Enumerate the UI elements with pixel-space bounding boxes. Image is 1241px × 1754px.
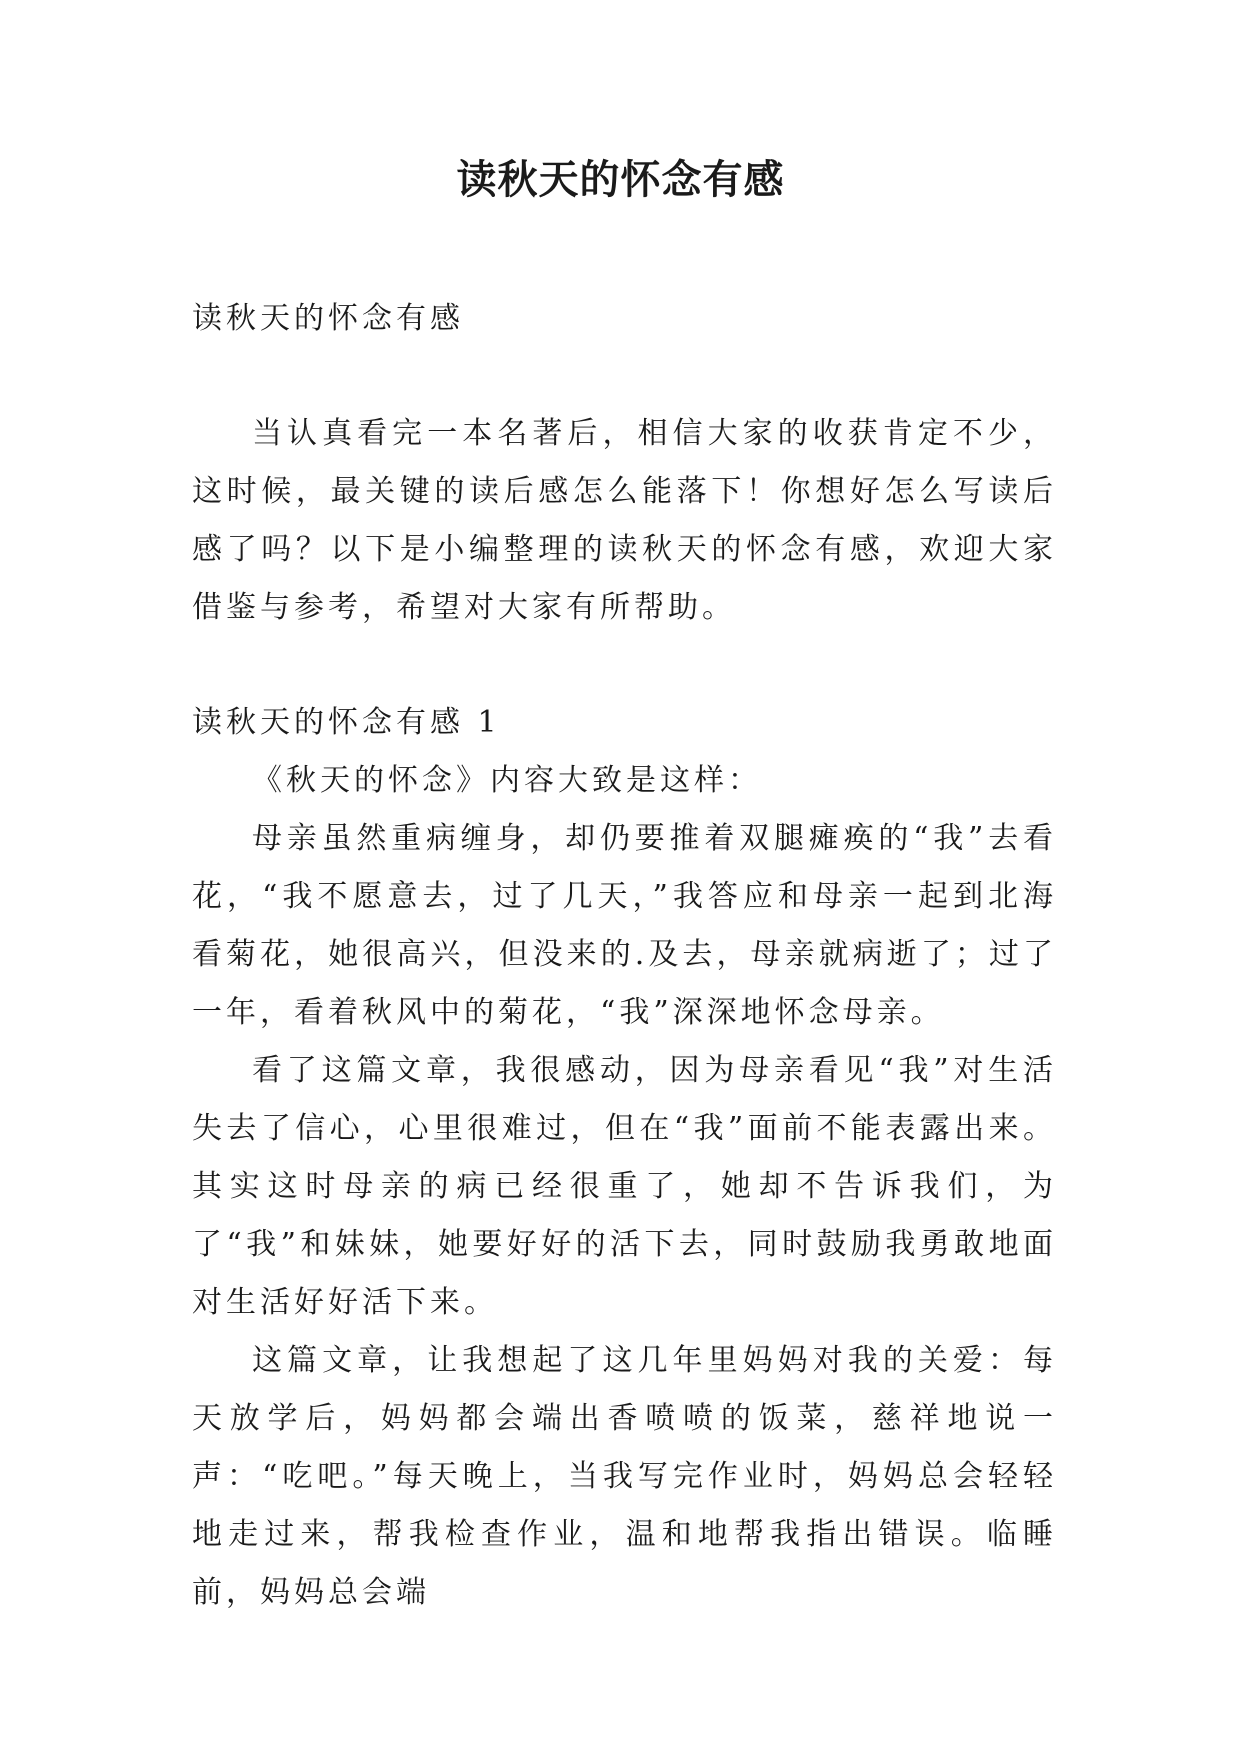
- section-heading: 读秋天的怀念有感 1: [192, 705, 501, 740]
- subtitle-text: 读秋天的怀念有感: [192, 301, 464, 336]
- section-1: [192, 694, 1057, 1622]
- body-paragraph: 母亲虽然重病缠身，却仍要推着双腿瘫痪的“我”去看花，“我不愿意去，过了几天，”我答应和母亲一起到北海看菊花，她很高兴，但没来的.及去，母亲就病逝了；过了一年，看着秋风中的菊花，“我”深深地怀念母亲。: [192, 821, 1057, 1030]
- body-paragraph: 《秋天的怀念》内容大致是这样：: [252, 763, 762, 798]
- intro-block: [192, 405, 1057, 637]
- document-title: 读秋天的怀念有感: [456, 156, 785, 203]
- document-subtitle: [192, 290, 1057, 348]
- intro-paragraph: 当认真看完一本名著后，相信大家的收获肯定不少，这时候，最关键的读后感怎么能落下！你想好怎么写读后感了吗？以下是小编整理的读秋天的怀念有感，欢迎大家借鉴与参考，希望对大家有所帮助。: [192, 416, 1057, 625]
- body-paragraph: 看了这篇文章，我很感动，因为母亲看见“我”对生活失去了信心，心里很难过，但在“我”面前不能表露出来。其实这时母亲的病已经很重了，她却不告诉我们，为了“我”和妹妹，她要好好的活下去，同时鼓励我勇敢地面对生活好好活下来。: [192, 1053, 1057, 1320]
- body-paragraph: 这篇文章，让我想起了这几年里妈妈对我的关爱：每天放学后，妈妈都会端出香喷喷的饭菜，慈祥地说一声：“吃吧。”每天晚上，当我写完作业时，妈妈总会轻轻地走过来，帮我检查作业，温和地帮我指出错误。临睡前，妈妈总会端: [192, 1343, 1057, 1610]
